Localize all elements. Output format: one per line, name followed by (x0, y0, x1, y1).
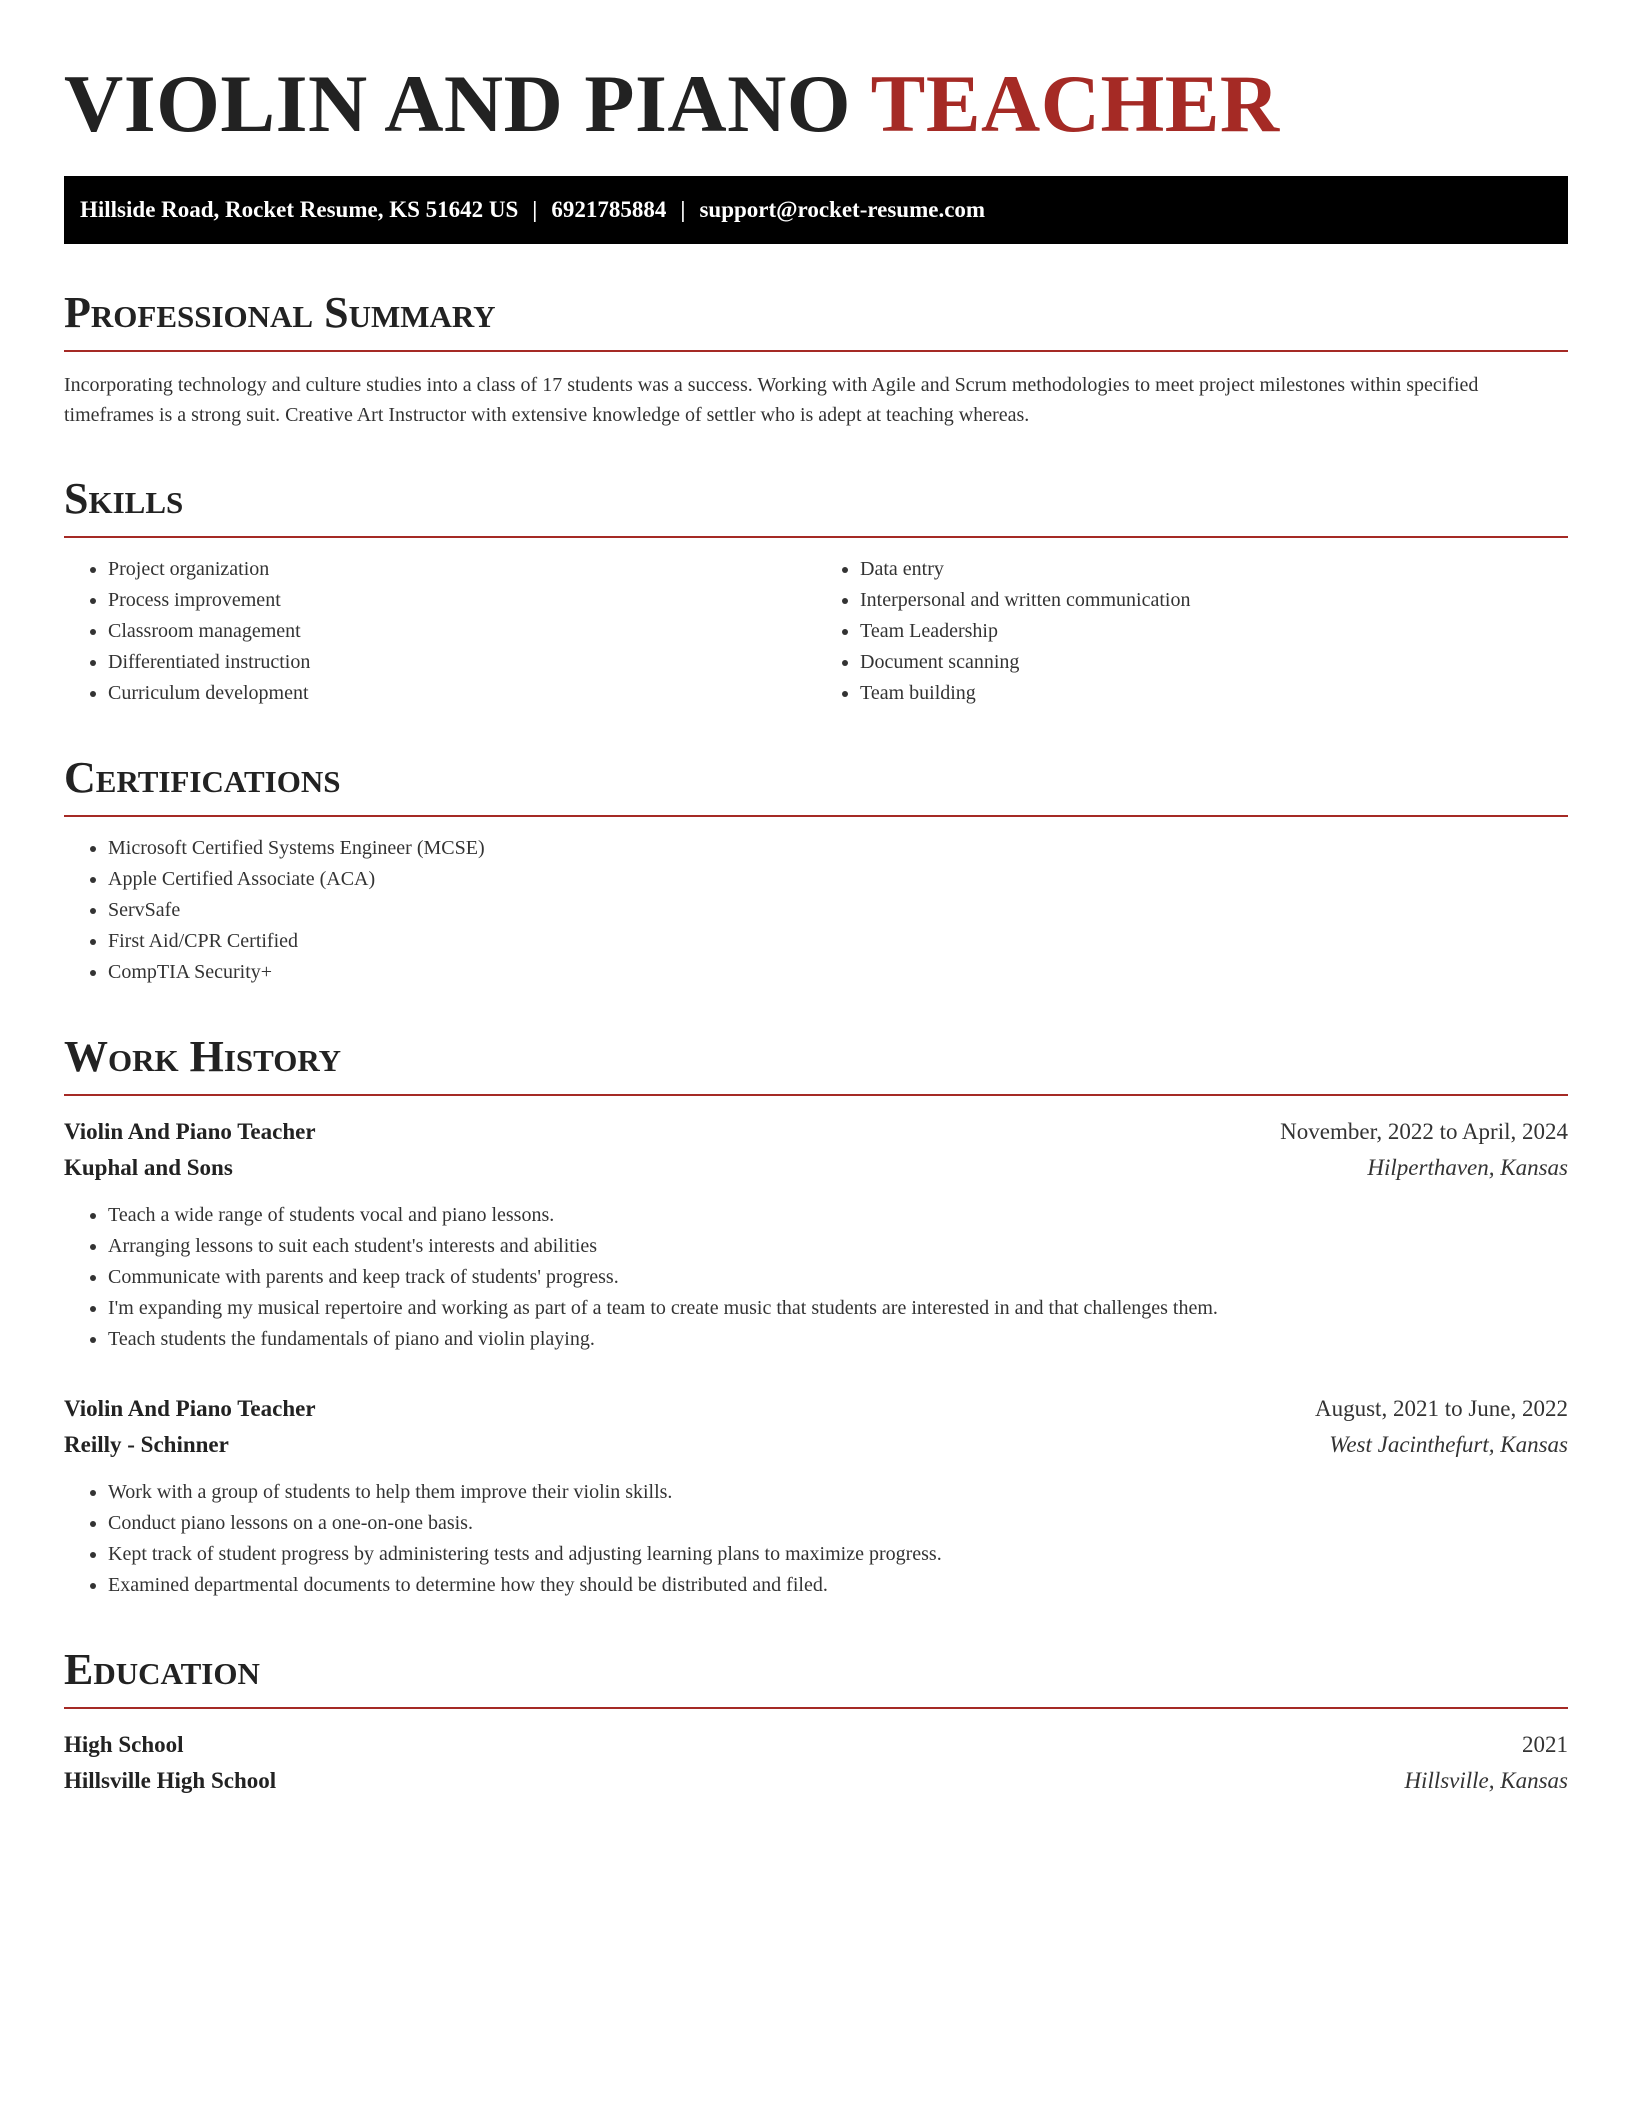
job-duty: • Teach students the fundamentals of piano and violin playing. (108, 1324, 1568, 1355)
job-title-row (64, 1391, 1568, 1427)
job-duty: • Examined departmental documents to determine how they should be distributed and filed. (108, 1570, 1568, 1601)
contact-bar (64, 176, 1568, 244)
contact-email: support@rocket-resume.com (699, 197, 986, 222)
skill-item: • Interpersonal and written communication (860, 585, 1568, 616)
skills-grid (64, 554, 1568, 709)
contact-phone: 6921785884 (551, 197, 667, 222)
certification-item: • Apple Certified Associate (ACA) (108, 864, 1568, 895)
job-company: Kuphal and Sons (64, 1155, 233, 1180)
contact-separator: | (532, 197, 538, 222)
education-section (64, 1645, 1568, 1799)
education-school: Hillsville High School (64, 1768, 277, 1793)
job-dates: August, 2021 to June, 2022 (1315, 1396, 1568, 1421)
skill-item: • Process improvement (108, 585, 816, 616)
education-degree: High School (64, 1732, 184, 1757)
job-title: Violin And Piano Teacher (64, 1396, 316, 1421)
skills-section (64, 474, 1568, 709)
summary-section (64, 288, 1568, 430)
skills-right-list (816, 554, 1568, 709)
job-entry (64, 1391, 1568, 1601)
education-year: 2021 (1522, 1732, 1568, 1757)
job-title: Violin And Piano Teacher (64, 1119, 316, 1144)
summary-heading: Professional Summary (64, 288, 1568, 352)
job-dates: November, 2022 to April, 2024 (1280, 1119, 1568, 1144)
job-entry (64, 1114, 1568, 1355)
summary-text: Incorporating technology and culture studies into a class of 17 students was a success. Working with Agile and Scrum methodologies to meet project milestones within specified timeframes is a strong suit. Creative Art Instructor with extensive knowledge of settler who is adept at teaching whereas. (64, 374, 1479, 426)
skill-item: • Project organization (108, 554, 816, 585)
education-location: Hillsville, Kansas (1404, 1768, 1568, 1793)
job-duty: • Communicate with parents and keep track of students' progress. (108, 1262, 1568, 1293)
certifications-list (64, 833, 1568, 988)
job-duty: • Conduct piano lessons on a one-on-one basis. (108, 1508, 1568, 1539)
skill-item: • Team building (860, 678, 1568, 709)
certification-item: • ServSafe (108, 895, 1568, 926)
contact-address: Hillside Road, Rocket Resume, KS 51642 US (80, 197, 519, 222)
title-main: VIOLIN AND PIANO (64, 58, 852, 149)
contact-separator: | (680, 197, 686, 222)
job-location: West Jacinthefurt, Kansas (1329, 1432, 1568, 1457)
job-company-row (64, 1427, 1568, 1463)
skill-item: • Document scanning (860, 647, 1568, 678)
title-accent: TEACHER (870, 58, 1280, 149)
skill-item: • Curriculum development (108, 678, 816, 709)
education-degree-row (64, 1727, 1568, 1763)
certifications-heading: Certifications (64, 753, 1568, 817)
certification-item: • First Aid/CPR Certified (108, 926, 1568, 957)
certifications-section (64, 753, 1568, 988)
job-duty: • I'm expanding my musical repertoire and working as part of a team to create music that students are interested in and that challenges them. (108, 1293, 1568, 1324)
skill-item: • Data entry (860, 554, 1568, 585)
resume-page (64, 0, 1568, 1799)
skill-item: • Differentiated instruction (108, 647, 816, 678)
job-title-row (64, 1114, 1568, 1150)
education-heading: Education (64, 1645, 1568, 1709)
skills-left-list (64, 554, 816, 709)
job-location: Hilperthaven, Kansas (1367, 1155, 1568, 1180)
job-duty: • Teach a wide range of students vocal and piano lessons. (108, 1200, 1568, 1231)
page-title (64, 0, 1568, 152)
skill-item: • Team Leadership (860, 616, 1568, 647)
certification-item: • Microsoft Certified Systems Engineer (MCSE) (108, 833, 1568, 864)
skill-item: • Classroom management (108, 616, 816, 647)
job-duty: • Work with a group of students to help them improve their violin skills. (108, 1477, 1568, 1508)
certification-item: • CompTIA Security+ (108, 957, 1568, 988)
work-history-heading: Work History (64, 1032, 1568, 1096)
job-duties-list (64, 1477, 1568, 1601)
job-duty: • Arranging lessons to suit each student's interests and abilities (108, 1231, 1568, 1262)
skills-heading: Skills (64, 474, 1568, 538)
job-company: Reilly - Schinner (64, 1432, 229, 1457)
job-company-row (64, 1150, 1568, 1186)
job-duty: • Kept track of student progress by administering tests and adjusting learning plans to maximize progress. (108, 1539, 1568, 1570)
job-duties-list (64, 1200, 1568, 1355)
education-entry (64, 1727, 1568, 1799)
education-school-row (64, 1763, 1568, 1799)
work-history-section (64, 1032, 1568, 1601)
